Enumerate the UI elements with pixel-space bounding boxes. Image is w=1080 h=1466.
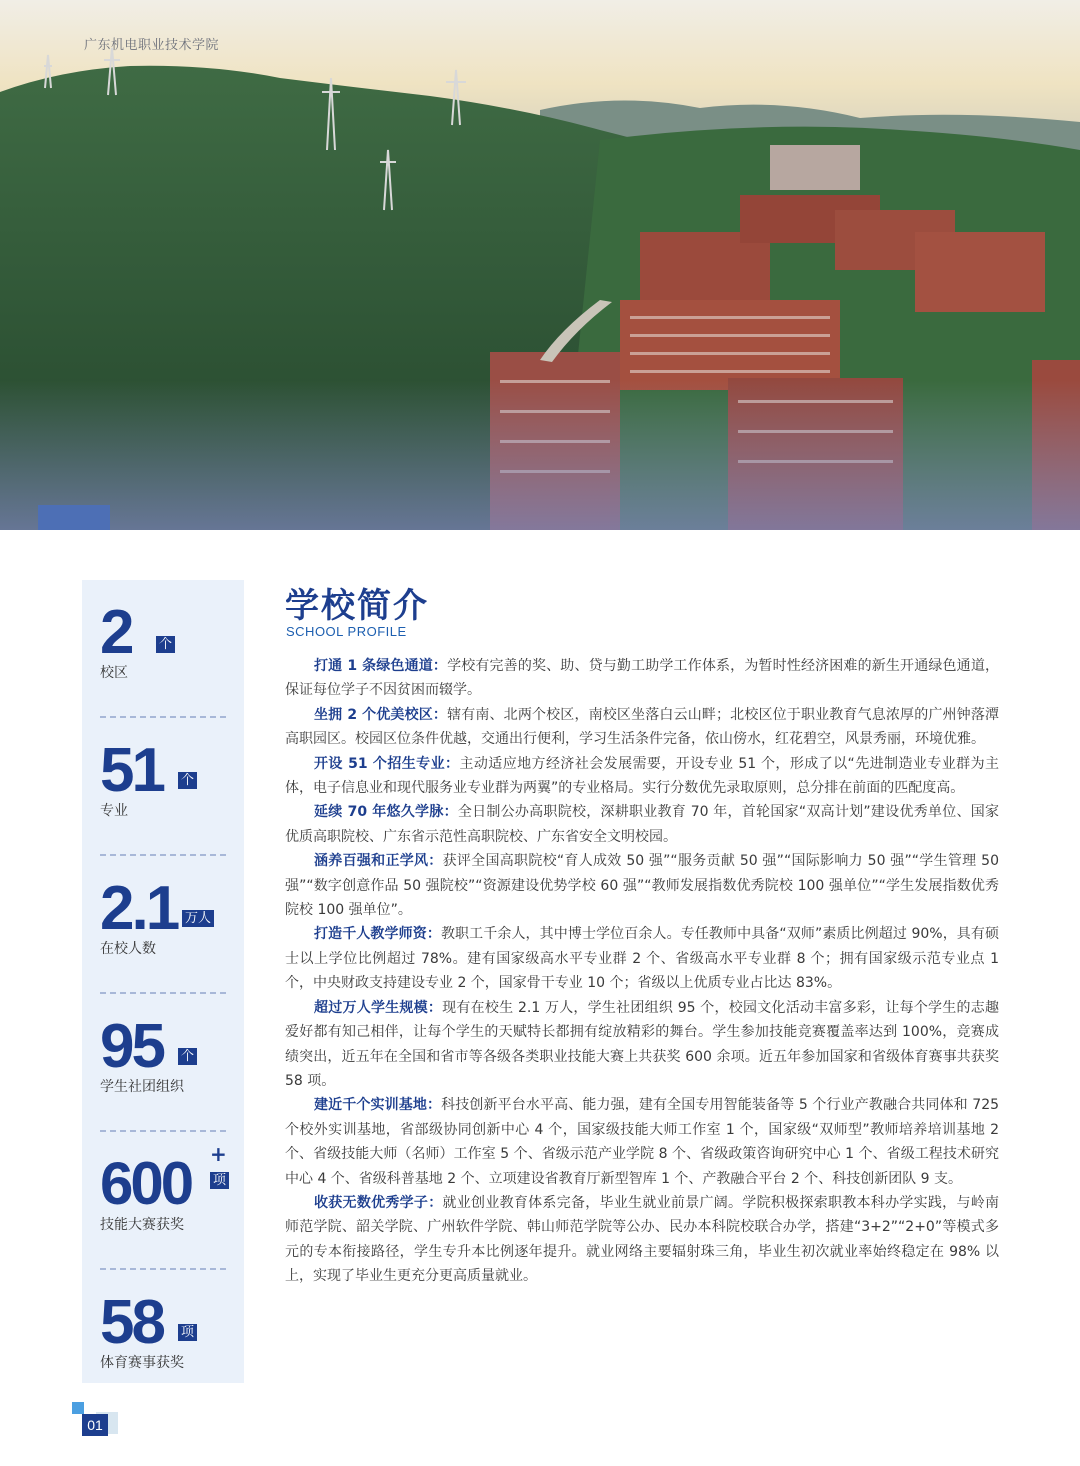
stat-students <box>100 856 226 994</box>
stat-label: 技能大赛获奖 <box>100 1217 184 1233</box>
paragraph-rankings <box>285 849 999 922</box>
paragraph-body: 教职工千余人，其中博士学位百余人。专任教师中具备“双师”素质比例超过 90%，具有硕士以上学位比例超过 78%。建有国家级高水平专业群 2 个、省级高水平专业群 8 个；拥有国家级示范专业点 1 个，中央财政支持建设专业 2 个，国家骨干专业 10 个；省级以上优质专业占比达 83%。 <box>285 926 1000 992</box>
stat-skill-awards <box>100 1132 226 1270</box>
stat-unit: 项 <box>178 1324 197 1341</box>
stat-label: 专业 <box>100 803 128 819</box>
stat-value: 51 <box>100 736 163 805</box>
stat-clubs <box>100 994 226 1132</box>
paragraph-body: 就业创业教育体系完备，毕业生就业前景广阔。学院积极探索职教本科办学实践，与岭南师范学院、韶关学院、广州软件学院、韩山师范学院等公办、民办本科院校联合办学，搭建“3+2”“2+0”等模式多元的专本衔接路径，学生专升本比例逐年提升。就业网络主要辐射珠三角，毕业生初次就业率始终稳定在 98% 以上，实现了毕业生更充分更高质量就业。 <box>285 1194 1000 1285</box>
paragraph-majors <box>285 752 999 801</box>
stat-value: 95 <box>100 1012 163 1081</box>
campus-landscape-illustration <box>0 0 1080 530</box>
page-number: 01 <box>82 1414 108 1436</box>
paragraph-lead: 涵养百强和正学风： <box>314 853 443 870</box>
paragraph-green-channel <box>285 654 999 703</box>
stats-panel <box>82 580 244 1383</box>
paragraph-lead: 建近千个实训基地： <box>314 1097 442 1114</box>
paragraph-body: 获评全国高职院校“育人成效 50 强”“服务贡献 50 强”“国际影响力 50 强”“学生管理 50 强”“数字创意作品 50 强院校”“资源建设优势学校 60 强”“教师发展指数优秀院校 100 强单位”“学生发展指数优秀院校 100 强单位”。 <box>285 853 999 919</box>
stat-campus <box>100 580 226 718</box>
paragraph-body: 辖有南、北两个校区，南校区坐落白云山畔；北校区位于职业教育气息浓厚的广州钟落潭高职园区。校园区位条件优越，交通出行便利，学习生活条件完备，依山傍水，红花碧空，风景秀丽，环境优雅。 <box>285 706 999 748</box>
paragraph-lead: 打造千人教学师资： <box>314 926 441 943</box>
paragraph-body: 科技创新平台水平高、能力强，建有全国专用智能装备等 5 个行业产教融合共同体和 725 个校外实训基地，省部级协同创新中心 4 个，国家级技能大师工作室 1 个，国家级“双师型”教师培养培训基地 2 个、省级技能大师（名师）工作室 5 个、省级示范产业学院 8 个、省级政策咨询研究中心 1 个、省级工程技术研究中心 4 个、省级科普基地 2 个、立项建设省教育厅新型智库 1 个、产教融合平台 2 个、科技创新团队 9 支。 <box>285 1097 1000 1187</box>
paragraph-campuses <box>285 703 999 752</box>
stat-value: 600 <box>100 1150 192 1217</box>
stat-value: 2 <box>100 598 132 667</box>
section-subtitle: SCHOOL PROFILE <box>286 624 407 639</box>
paragraph-lead: 打通 1 条绿色通道： <box>314 658 448 674</box>
paragraph-students <box>285 996 999 1094</box>
stat-sports-awards <box>100 1270 226 1408</box>
paragraph-body: 主动适应地方经济社会发展需要，开设专业 51 个，形成了以“先进制造业专业群为主体，电子信息业和现代服务业专业群为两翼”的专业格局。实行分数优先录取原则，总分排在前面的匹配度高。 <box>285 755 1000 797</box>
stat-unit: 万人 <box>182 910 214 927</box>
stat-label: 体育赛事获奖 <box>100 1355 184 1371</box>
stat-label: 在校人数 <box>100 941 156 957</box>
paragraph-lead: 延续 70 年悠久学脉： <box>314 804 458 821</box>
paragraph-graduates <box>285 1191 999 1289</box>
paragraph-lead: 开设 51 个招生专业： <box>314 755 460 772</box>
stat-value: 2.1 <box>100 874 178 943</box>
paragraph-body: 学校有完善的奖、助、贷与勤工助学工作体系，为暂时性经济困难的新生开通绿色通道，保证每位学子不因贫困而辍学。 <box>285 658 999 699</box>
paragraph-history <box>285 800 999 849</box>
stat-unit: 个 <box>178 1048 197 1065</box>
page-number-decoration <box>72 1402 84 1414</box>
paragraph-faculty <box>285 922 999 995</box>
paragraph-body: 现有在校生 2.1 万人，学生社团组织 95 个，校园文化活动丰富多彩，让每个学生的志趣爱好都有知己相伴，让每个学生的天赋特长都拥有绽放精彩的舞台。学生参加技能竞赛覆盖率达到 100%，竞赛成绩突出，近五年在全国和省市等各级各类职业技能大赛上共获奖 600 余项。近五年参加国家和省级体育赛事共获奖 58 项。 <box>285 999 1000 1089</box>
stat-value: 58 <box>100 1288 163 1357</box>
paragraph-training-bases <box>285 1093 999 1191</box>
stat-majors <box>100 718 226 856</box>
stat-plus: + <box>210 1142 227 1166</box>
section-title: 学校简介 <box>285 586 429 626</box>
paragraph-lead: 坐拥 2 个优美校区： <box>314 706 448 723</box>
stat-label: 校区 <box>100 665 128 681</box>
stat-unit: 项 <box>210 1172 229 1189</box>
paragraph-lead: 超过万人学生规模： <box>314 999 443 1016</box>
campus-hero-image <box>0 0 1080 530</box>
stat-label: 学生社团组织 <box>100 1079 184 1095</box>
profile-text <box>285 654 999 1289</box>
paragraph-lead: 收获无数优秀学子： <box>314 1194 443 1211</box>
paragraph-body: 全日制公办高职院校，深耕职业教育 70 年，首轮国家“双高计划”建设优秀单位、国家优质高职院校、广东省示范性高职院校、广东省安全文明校园。 <box>285 804 1000 845</box>
stat-unit: 个 <box>178 772 197 789</box>
institution-name: 广东机电职业技术学院 <box>84 38 220 53</box>
stat-unit: 个 <box>156 636 175 653</box>
